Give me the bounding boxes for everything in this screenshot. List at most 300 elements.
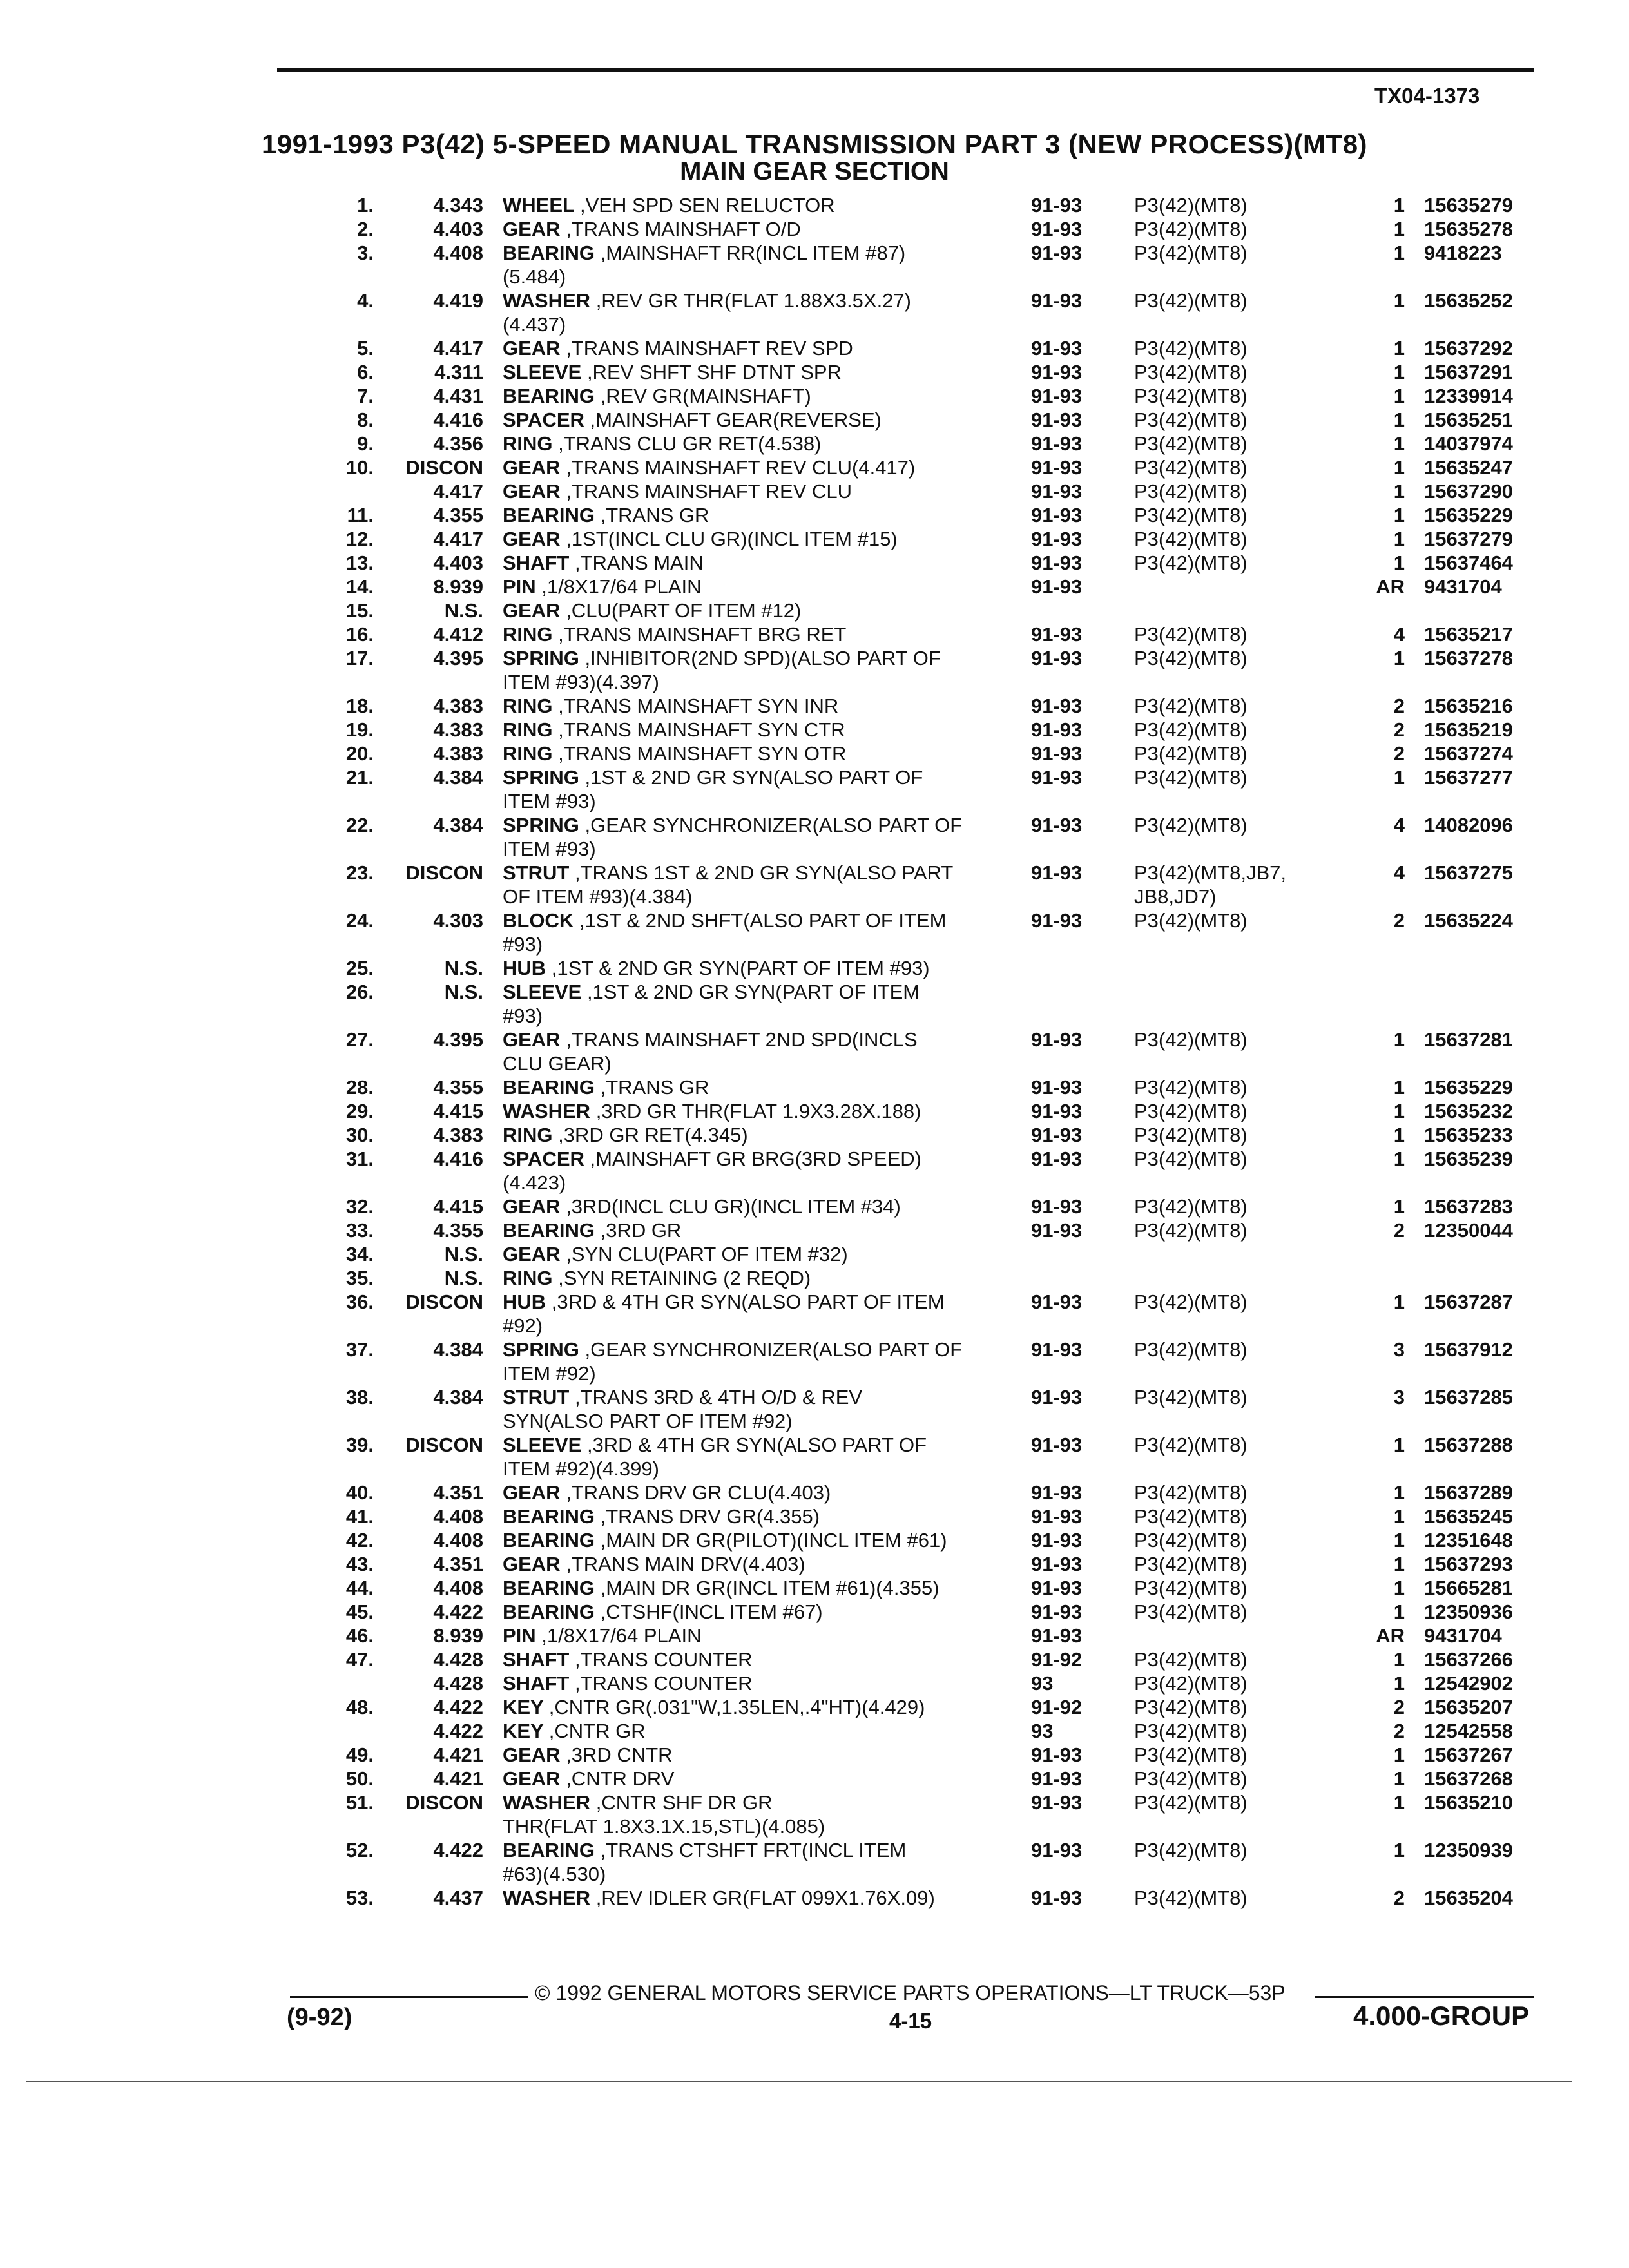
bottom-rule (26, 2081, 1572, 2082)
group-number: N.S. (444, 599, 483, 622)
model-code: P3(42)(MT8) (1134, 1648, 1248, 1671)
group-number: 4.383 (433, 695, 483, 717)
part-number: 15637268 (1424, 1767, 1513, 1790)
part-number: 15635229 (1424, 1076, 1513, 1099)
group-number: 4.431 (433, 385, 483, 407)
item-number: 38. (345, 1386, 374, 1408)
quantity: 4 (1393, 623, 1405, 646)
item-number: 2. (357, 218, 374, 240)
model-years: 91-93 (1031, 1529, 1083, 1552)
item-number: 1. (357, 194, 374, 216)
parts-row-continuation (0, 789, 1629, 813)
group-number: 4.351 (433, 1553, 483, 1575)
parts-row (0, 503, 1629, 527)
quantity: 1 (1393, 1076, 1405, 1099)
parts-row (0, 1385, 1629, 1409)
group-number: 4.351 (433, 1481, 483, 1504)
model-years: 93 (1031, 1672, 1054, 1695)
item-number: 5. (357, 337, 374, 360)
model-years: 91-93 (1031, 1791, 1083, 1814)
model-years: 93 (1031, 1720, 1054, 1742)
model-code: P3(42)(MT8) (1134, 1720, 1248, 1742)
part-number: 15635247 (1424, 456, 1513, 479)
quantity: 3 (1393, 1338, 1405, 1361)
quantity: 1 (1393, 552, 1405, 574)
part-description: SPRING ,1ST & 2ND GR SYN(ALSO PART OF (503, 766, 923, 789)
top-rule (277, 68, 1534, 72)
parts-row (0, 456, 1629, 479)
part-number: 15635251 (1424, 408, 1513, 431)
model-code: P3(42)(MT8) (1134, 361, 1248, 383)
part-description-continued: #92) (503, 1314, 543, 1337)
item-number: 20. (345, 742, 374, 765)
part-description: GEAR ,TRANS MAINSHAFT REV CLU (503, 480, 853, 503)
part-description: BEARING ,TRANS GR (503, 1076, 709, 1099)
item-number: 23. (345, 861, 374, 884)
part-number: 15637287 (1424, 1291, 1513, 1313)
item-number: 43. (345, 1553, 374, 1575)
quantity: 1 (1393, 1648, 1405, 1671)
parts-row (0, 1695, 1629, 1719)
parts-row (0, 956, 1629, 980)
model-years: 91-93 (1031, 1076, 1083, 1099)
model-years: 91-93 (1031, 1195, 1083, 1218)
group-number: 4.421 (433, 1744, 483, 1766)
part-description: HUB ,3RD & 4TH GR SYN(ALSO PART OF ITEM (503, 1291, 945, 1313)
parts-row (0, 908, 1629, 932)
parts-row (0, 1671, 1629, 1695)
model-years: 91-93 (1031, 1624, 1083, 1647)
parts-row-continuation (0, 1862, 1629, 1886)
parts-row (0, 289, 1629, 312)
quantity: 1 (1393, 1434, 1405, 1456)
model-code: P3(42)(MT8) (1134, 1219, 1248, 1242)
part-description-continued: (5.484) (503, 265, 566, 288)
part-description: RING ,SYN RETAINING (2 REQD) (503, 1267, 811, 1289)
section-title: MAIN GEAR SECTION (680, 157, 949, 186)
quantity: 1 (1393, 766, 1405, 789)
parts-row (0, 599, 1629, 622)
part-description: SHAFT ,TRANS COUNTER (503, 1672, 753, 1695)
item-number: 26. (345, 981, 374, 1003)
parts-row (0, 1099, 1629, 1123)
quantity: 1 (1393, 1028, 1405, 1051)
parts-row (0, 1528, 1629, 1552)
item-number: 37. (345, 1338, 374, 1361)
part-description: GEAR ,TRANS MAINSHAFT REV CLU(4.417) (503, 456, 916, 479)
item-number: 12. (345, 528, 374, 550)
model-code: P3(42)(MT8) (1134, 1577, 1248, 1599)
quantity: 1 (1393, 385, 1405, 407)
part-description: BEARING ,CTSHF(INCL ITEM #67) (503, 1600, 823, 1623)
quantity: 1 (1393, 242, 1405, 264)
parts-row-continuation (0, 837, 1629, 861)
model-years: 91-93 (1031, 1148, 1083, 1170)
item-number: 47. (345, 1648, 374, 1671)
model-years: 91-93 (1031, 1338, 1083, 1361)
part-number: 9431704 (1424, 575, 1502, 598)
group-number: N.S. (444, 981, 483, 1003)
part-description-continued: CLU GEAR) (503, 1052, 612, 1075)
part-description-continued: ITEM #92) (503, 1362, 596, 1385)
parts-row (0, 1838, 1629, 1862)
group-number: 4.403 (433, 552, 483, 574)
part-number: 12542558 (1424, 1720, 1513, 1742)
item-number: 30. (345, 1124, 374, 1146)
parts-row-continuation (0, 885, 1629, 908)
model-code: P3(42)(MT8) (1134, 1028, 1248, 1051)
part-number: 15637291 (1424, 361, 1513, 383)
part-number: 15637278 (1424, 647, 1513, 669)
quantity: 1 (1393, 480, 1405, 503)
part-description: SHAFT ,TRANS COUNTER (503, 1648, 753, 1671)
model-code: P3(42)(MT8,JB7, (1134, 861, 1287, 884)
footer-date: (9-92) (287, 2004, 352, 2031)
item-number: 8. (357, 408, 374, 431)
model-years: 91-93 (1031, 861, 1083, 884)
quantity: 1 (1393, 1529, 1405, 1552)
part-number: 15635216 (1424, 695, 1513, 717)
model-code: P3(42)(MT8) (1134, 289, 1248, 312)
parts-row (0, 384, 1629, 408)
parts-row-continuation (0, 1409, 1629, 1433)
parts-row (0, 1218, 1629, 1242)
quantity: 1 (1393, 1481, 1405, 1504)
document-id: TX04-1373 (1374, 84, 1480, 108)
part-number: 9418223 (1424, 242, 1502, 264)
parts-row (0, 336, 1629, 360)
quantity: 1 (1393, 1553, 1405, 1575)
part-description: GEAR ,3RD(INCL CLU GR)(INCL ITEM #34) (503, 1195, 901, 1218)
part-description: RING ,TRANS MAINSHAFT SYN OTR (503, 742, 847, 765)
model-years: 91-93 (1031, 432, 1083, 455)
quantity: 1 (1393, 1505, 1405, 1528)
part-description: GEAR ,CLU(PART OF ITEM #12) (503, 599, 802, 622)
model-code: P3(42)(MT8) (1134, 1505, 1248, 1528)
model-code: P3(42)(MT8) (1134, 814, 1248, 836)
group-number: 4.417 (433, 480, 483, 503)
model-years: 91-93 (1031, 242, 1083, 264)
group-number: 4.384 (433, 1338, 483, 1361)
footer-rule-left (290, 1996, 528, 1998)
page-title: 1991-1993 P3(42) 5-SPEED MANUAL TRANSMISSION PART 3 (NEW PROCESS)(MT8) (261, 129, 1368, 159)
model-code: P3(42)(MT8) (1134, 1887, 1248, 1909)
quantity: 2 (1393, 1696, 1405, 1718)
item-number: 16. (345, 623, 374, 646)
part-number: 15637292 (1424, 337, 1513, 360)
model-years: 91-93 (1031, 552, 1083, 574)
part-number: 15637288 (1424, 1434, 1513, 1456)
item-number: 31. (345, 1148, 374, 1170)
parts-row (0, 1743, 1629, 1767)
item-number: 46. (345, 1624, 374, 1647)
part-number: 15635278 (1424, 218, 1513, 240)
group-number: 4.383 (433, 718, 483, 741)
group-number: 4.416 (433, 1148, 483, 1170)
model-code: P3(42)(MT8) (1134, 1148, 1248, 1170)
part-description: KEY ,CNTR GR(.031"W,1.35LEN,.4"HT)(4.429) (503, 1696, 925, 1718)
group-number: 8.939 (433, 575, 483, 598)
item-number: 25. (345, 957, 374, 979)
parts-row (0, 765, 1629, 789)
item-number: 3. (357, 242, 374, 264)
parts-row (0, 694, 1629, 718)
model-code: P3(42)(MT8) (1134, 623, 1248, 646)
group-number: DISCON (405, 1791, 483, 1814)
quantity: 1 (1393, 1600, 1405, 1623)
part-number: 15637279 (1424, 528, 1513, 550)
part-description: RING ,TRANS MAINSHAFT SYN CTR (503, 718, 845, 741)
parts-row (0, 718, 1629, 742)
part-number: 15637293 (1424, 1553, 1513, 1575)
part-number: 9431704 (1424, 1624, 1502, 1647)
parts-row (0, 1719, 1629, 1743)
quantity: AR (1376, 575, 1405, 598)
quantity: 2 (1393, 909, 1405, 932)
group-number: 4.417 (433, 528, 483, 550)
part-number: 15665281 (1424, 1577, 1513, 1599)
group-number: 4.383 (433, 742, 483, 765)
group-number: 4.384 (433, 766, 483, 789)
parts-row (0, 1767, 1629, 1791)
quantity: 1 (1393, 1124, 1405, 1146)
part-number: 15635210 (1424, 1791, 1513, 1814)
parts-row (0, 193, 1629, 217)
parts-row-continuation (0, 1457, 1629, 1481)
quantity: 4 (1393, 861, 1405, 884)
part-number: 14082096 (1424, 814, 1513, 836)
model-code: P3(42)(MT8) (1134, 1672, 1248, 1695)
model-code: P3(42)(MT8) (1134, 1529, 1248, 1552)
model-code: P3(42)(MT8) (1134, 408, 1248, 431)
part-number: 12339914 (1424, 385, 1513, 407)
model-years: 91-93 (1031, 909, 1083, 932)
quantity: 1 (1393, 647, 1405, 669)
quantity: 2 (1393, 718, 1405, 741)
parts-row (0, 1075, 1629, 1099)
parts-row-continuation (0, 265, 1629, 289)
model-code: P3(42)(MT8) (1134, 1338, 1248, 1361)
part-description: GEAR ,TRANS DRV GR CLU(4.403) (503, 1481, 831, 1504)
quantity: 1 (1393, 218, 1405, 240)
model-code: P3(42)(MT8) (1134, 647, 1248, 669)
model-code: P3(42)(MT8) (1134, 1481, 1248, 1504)
model-code: P3(42)(MT8) (1134, 1839, 1248, 1861)
item-number: 24. (345, 909, 374, 932)
item-number: 10. (345, 456, 374, 479)
quantity: 2 (1393, 1887, 1405, 1909)
group-number: 4.422 (433, 1696, 483, 1718)
quantity: 1 (1393, 337, 1405, 360)
group-number: 4.356 (433, 432, 483, 455)
model-code: P3(42)(MT8) (1134, 1553, 1248, 1575)
part-description-continued: #63)(4.530) (503, 1863, 606, 1885)
part-description: BEARING ,REV GR(MAINSHAFT) (503, 385, 811, 407)
part-description-continued: SYN(ALSO PART OF ITEM #92) (503, 1410, 793, 1432)
quantity: 1 (1393, 432, 1405, 455)
model-years: 91-93 (1031, 1100, 1083, 1122)
parts-row (0, 1648, 1629, 1671)
parts-row (0, 1290, 1629, 1314)
group-number: 4.408 (433, 1577, 483, 1599)
quantity: 1 (1393, 1100, 1405, 1122)
part-description: GEAR ,TRANS MAINSHAFT REV SPD (503, 337, 853, 360)
group-number: 4.355 (433, 504, 483, 526)
part-description: BEARING ,TRANS CTSHFT FRT(INCL ITEM (503, 1839, 907, 1861)
model-code: P3(42)(MT8) (1134, 1386, 1248, 1408)
part-description: SLEEVE ,REV SHFT SHF DTNT SPR (503, 361, 842, 383)
part-description: PIN ,1/8X17/64 PLAIN (503, 575, 702, 598)
parts-row-continuation (0, 1052, 1629, 1075)
part-description: WASHER ,REV GR THR(FLAT 1.88X3.5X.27) (503, 289, 911, 312)
model-years: 91-93 (1031, 1553, 1083, 1575)
part-description: GEAR ,SYN CLU(PART OF ITEM #32) (503, 1243, 848, 1265)
model-years: 91-93 (1031, 504, 1083, 526)
part-description-continued: #93) (503, 933, 543, 956)
part-description: SPRING ,GEAR SYNCHRONIZER(ALSO PART OF (503, 1338, 963, 1361)
part-description: BEARING ,3RD GR (503, 1219, 682, 1242)
parts-row-continuation (0, 1171, 1629, 1195)
group-number: 4.408 (433, 1529, 483, 1552)
item-number: 39. (345, 1434, 374, 1456)
model-code: P3(42)(MT8) (1134, 1291, 1248, 1313)
model-years: 91-93 (1031, 766, 1083, 789)
parts-row (0, 1791, 1629, 1814)
model-code: P3(42)(MT8) (1134, 1100, 1248, 1122)
quantity: 1 (1393, 1195, 1405, 1218)
model-code: P3(42)(MT8) (1134, 1434, 1248, 1456)
item-number: 28. (345, 1076, 374, 1099)
part-description-continued: #93) (503, 1004, 543, 1027)
group-number: 4.403 (433, 218, 483, 240)
item-number: 6. (357, 361, 374, 383)
part-description: WASHER ,3RD GR THR(FLAT 1.9X3.28X.188) (503, 1100, 921, 1122)
quantity: 3 (1393, 1386, 1405, 1408)
group-number: 8.939 (433, 1624, 483, 1647)
part-description: BLOCK ,1ST & 2ND SHFT(ALSO PART OF ITEM (503, 909, 947, 932)
part-number: 15637281 (1424, 1028, 1513, 1051)
part-number: 15637285 (1424, 1386, 1513, 1408)
part-description: WHEEL ,VEH SPD SEN RELUCTOR (503, 194, 835, 216)
item-number: 17. (345, 647, 374, 669)
parts-row-continuation (0, 932, 1629, 956)
part-description: GEAR ,CNTR DRV (503, 1767, 675, 1790)
parts-row (0, 241, 1629, 265)
part-description: RING ,TRANS MAINSHAFT SYN INR (503, 695, 839, 717)
part-number: 12542902 (1424, 1672, 1513, 1695)
model-years: 91-93 (1031, 194, 1083, 216)
part-description-continued: ITEM #93) (503, 790, 596, 812)
parts-row (0, 1433, 1629, 1457)
model-code: P3(42)(MT8) (1134, 1124, 1248, 1146)
part-number: 15635233 (1424, 1124, 1513, 1146)
model-code: P3(42)(MT8) (1134, 1791, 1248, 1814)
model-years: 91-93 (1031, 1839, 1083, 1861)
item-number: 36. (345, 1291, 374, 1313)
item-number: 29. (345, 1100, 374, 1122)
parts-row (0, 646, 1629, 670)
parts-row (0, 1123, 1629, 1147)
item-number: 4. (357, 289, 374, 312)
model-code: P3(42)(MT8) (1134, 242, 1248, 264)
quantity: 1 (1393, 1791, 1405, 1814)
parts-row (0, 622, 1629, 646)
item-number: 42. (345, 1529, 374, 1552)
part-description: WASHER ,CNTR SHF DR GR (503, 1791, 773, 1814)
model-years: 91-93 (1031, 1291, 1083, 1313)
quantity: 1 (1393, 408, 1405, 431)
part-number: 15637274 (1424, 742, 1513, 765)
model-code-continued: JB8,JD7) (1134, 885, 1217, 908)
model-code: P3(42)(MT8) (1134, 337, 1248, 360)
group-number: 4.437 (433, 1887, 483, 1909)
group-number: 4.428 (433, 1672, 483, 1695)
part-description: BEARING ,MAINSHAFT RR(INCL ITEM #87) (503, 242, 906, 264)
part-description-continued: ITEM #93) (503, 838, 596, 860)
group-number: N.S. (444, 1267, 483, 1289)
model-years: 91-93 (1031, 1887, 1083, 1909)
part-number: 12350936 (1424, 1600, 1513, 1623)
part-description: BEARING ,TRANS DRV GR(4.355) (503, 1505, 820, 1528)
item-number: 35. (345, 1267, 374, 1289)
parts-row (0, 1576, 1629, 1600)
model-years: 91-93 (1031, 289, 1083, 312)
parts-row (0, 742, 1629, 765)
part-number: 15635279 (1424, 194, 1513, 216)
model-years: 91-92 (1031, 1648, 1083, 1671)
part-number: 15635229 (1424, 504, 1513, 526)
part-description: RING ,TRANS MAINSHAFT BRG RET (503, 623, 847, 646)
model-years: 91-93 (1031, 361, 1083, 383)
group-number: 4.383 (433, 1124, 483, 1146)
group-number: N.S. (444, 957, 483, 979)
part-number: 12351648 (1424, 1529, 1513, 1552)
model-years: 91-93 (1031, 575, 1083, 598)
part-number: 15637464 (1424, 552, 1513, 574)
group-number: 4.384 (433, 814, 483, 836)
quantity: 4 (1393, 814, 1405, 836)
group-number: 4.417 (433, 337, 483, 360)
model-code: P3(42)(MT8) (1134, 695, 1248, 717)
item-number: 18. (345, 695, 374, 717)
part-description: SHAFT ,TRANS MAIN (503, 552, 704, 574)
footer-page-number: 4-15 (889, 2009, 932, 2033)
item-number: 53. (345, 1887, 374, 1909)
group-number: 4.422 (433, 1839, 483, 1861)
model-code: P3(42)(MT8) (1134, 1767, 1248, 1790)
model-code: P3(42)(MT8) (1134, 528, 1248, 550)
model-code: P3(42)(MT8) (1134, 1600, 1248, 1623)
parts-row (0, 432, 1629, 456)
part-description: SPACER ,MAINSHAFT GEAR(REVERSE) (503, 408, 882, 431)
part-description: SPACER ,MAINSHAFT GR BRG(3RD SPEED) (503, 1148, 921, 1170)
parts-row (0, 1338, 1629, 1361)
quantity: 2 (1393, 742, 1405, 765)
parts-row-continuation (0, 1314, 1629, 1338)
quantity: 1 (1393, 289, 1405, 312)
model-years: 91-93 (1031, 337, 1083, 360)
group-number: 4.415 (433, 1195, 483, 1218)
group-number: 4.428 (433, 1648, 483, 1671)
part-description: WASHER ,REV IDLER GR(FLAT 099X1.76X.09) (503, 1887, 935, 1909)
parts-row-continuation (0, 670, 1629, 694)
model-code: P3(42)(MT8) (1134, 1696, 1248, 1718)
part-description-continued: OF ITEM #93)(4.384) (503, 885, 693, 908)
model-years: 91-93 (1031, 1481, 1083, 1504)
parts-row (0, 1886, 1629, 1910)
quantity: 1 (1393, 1148, 1405, 1170)
parts-row (0, 1242, 1629, 1266)
